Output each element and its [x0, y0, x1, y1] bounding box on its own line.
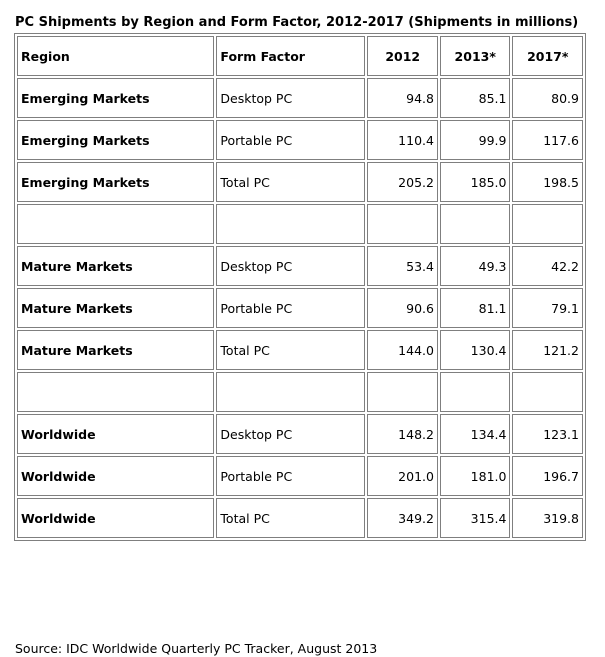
cell-2017: 121.2: [512, 330, 583, 370]
header-form-factor: Form Factor: [216, 36, 365, 76]
table-row: [17, 288, 583, 328]
cell-region: Worldwide: [17, 456, 214, 496]
cell-form-factor: Desktop PC: [216, 78, 365, 118]
cell-form-factor: Portable PC: [216, 456, 365, 496]
cell-form-factor: Total PC: [216, 162, 365, 202]
cell-region: [17, 204, 214, 244]
table-row: [17, 330, 583, 370]
cell-2012: 90.6: [367, 288, 438, 328]
header-2017: 2017*: [512, 36, 583, 76]
cell-form-factor: [216, 372, 365, 412]
source-note: Source: IDC Worldwide Quarterly PC Tracker, August 2013: [15, 641, 378, 656]
cell-2013: 130.4: [440, 330, 511, 370]
cell-2013: [440, 204, 511, 244]
cell-2013: 49.3: [440, 246, 511, 286]
cell-2013: 134.4: [440, 414, 511, 454]
cell-2013: [440, 372, 511, 412]
cell-form-factor: Total PC: [216, 498, 365, 538]
cell-form-factor: Desktop PC: [216, 414, 365, 454]
cell-region: [17, 372, 214, 412]
cell-2017: 42.2: [512, 246, 583, 286]
table-row: [17, 120, 583, 160]
cell-2012: 53.4: [367, 246, 438, 286]
cell-2017: 196.7: [512, 456, 583, 496]
cell-region: Worldwide: [17, 414, 214, 454]
table-row-spacer: [17, 372, 583, 412]
cell-region: Mature Markets: [17, 246, 214, 286]
cell-2013: 185.0: [440, 162, 511, 202]
cell-2012: 201.0: [367, 456, 438, 496]
table-row: [17, 498, 583, 538]
table-row-spacer: [17, 204, 583, 244]
table-row: [17, 162, 583, 202]
cell-2012: [367, 204, 438, 244]
table-row: [17, 78, 583, 118]
cell-region: Emerging Markets: [17, 78, 214, 118]
cell-region: Worldwide: [17, 498, 214, 538]
header-2012: 2012: [367, 36, 438, 76]
cell-2012: 205.2: [367, 162, 438, 202]
cell-form-factor: Portable PC: [216, 288, 365, 328]
cell-form-factor: Desktop PC: [216, 246, 365, 286]
header-2013: 2013*: [440, 36, 511, 76]
shipments-table: [14, 33, 586, 541]
cell-region: Emerging Markets: [17, 120, 214, 160]
cell-form-factor: Portable PC: [216, 120, 365, 160]
cell-2017: [512, 204, 583, 244]
cell-2017: [512, 372, 583, 412]
cell-2017: 198.5: [512, 162, 583, 202]
table-header-row: [17, 36, 583, 76]
cell-2012: 110.4: [367, 120, 438, 160]
cell-2013: 85.1: [440, 78, 511, 118]
cell-2013: 81.1: [440, 288, 511, 328]
cell-2013: 315.4: [440, 498, 511, 538]
cell-2012: 144.0: [367, 330, 438, 370]
cell-region: Mature Markets: [17, 288, 214, 328]
header-region: Region: [17, 36, 214, 76]
cell-form-factor: Total PC: [216, 330, 365, 370]
table-row: [17, 456, 583, 496]
cell-2012: 94.8: [367, 78, 438, 118]
cell-region: Emerging Markets: [17, 162, 214, 202]
cell-2013: 181.0: [440, 456, 511, 496]
cell-region: Mature Markets: [17, 330, 214, 370]
cell-2017: 123.1: [512, 414, 583, 454]
cell-2013: 99.9: [440, 120, 511, 160]
table-row: [17, 246, 583, 286]
table-title: PC Shipments by Region and Form Factor, 2012-2017 (Shipments in millions): [15, 15, 579, 30]
cell-2012: 349.2: [367, 498, 438, 538]
cell-2017: 319.8: [512, 498, 583, 538]
table-row: [17, 414, 583, 454]
cell-2012: [367, 372, 438, 412]
cell-2017: 80.9: [512, 78, 583, 118]
cell-2012: 148.2: [367, 414, 438, 454]
cell-2017: 117.6: [512, 120, 583, 160]
cell-form-factor: [216, 204, 365, 244]
cell-2017: 79.1: [512, 288, 583, 328]
